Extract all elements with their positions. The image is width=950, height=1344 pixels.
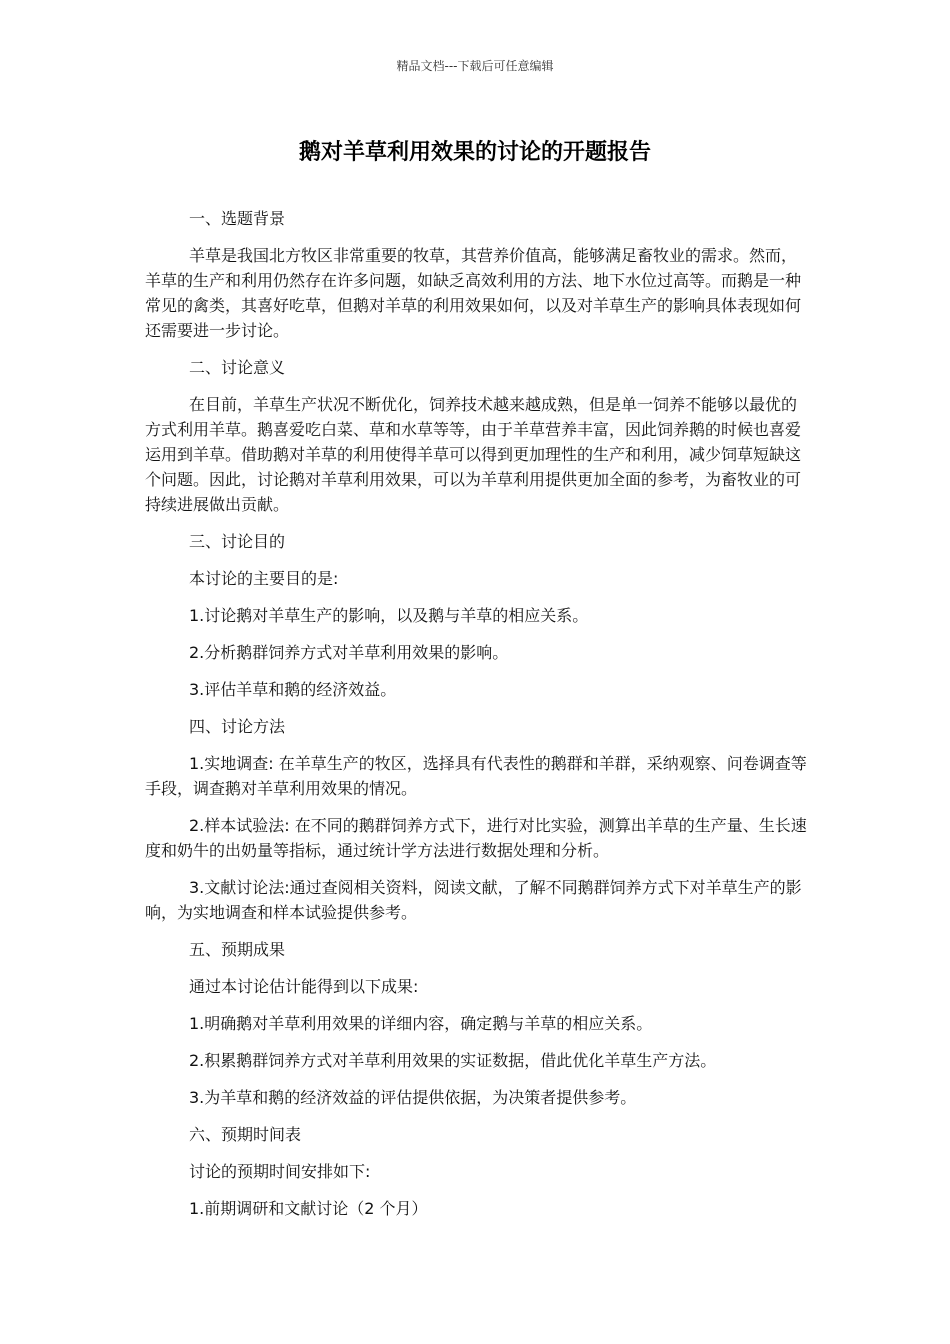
paragraph-outcomes-intro: 通过本讨论估计能得到以下成果: bbox=[189, 977, 419, 996]
purpose-item: 2.分析鹅群饲养方式对羊草利用效果的影响。 bbox=[189, 643, 509, 662]
section-heading-methods: 四、讨论方法 bbox=[189, 717, 286, 736]
outcome-item: 1.明确鹅对羊草利用效果的详细内容，确定鹅与羊草的相应关系。 bbox=[189, 1014, 653, 1033]
paragraph-significance: 在目前，羊草生产状况不断优化，饲养技术越来越成熟，但是单一饲养不能够以最优的方式利用羊草。鹅喜爱吃白菜、草和水草等等，由于羊草营养丰富，因此饲养鹅的时候也喜爱运用到羊草。借助鹅对羊草的利用使得羊草可以得到更加理性的生产和利用，减少饲草短缺这个问题。因此，讨论鹅对羊草利用效果，可以为羊草利用提供更加全面的参考，为畜牧业的可持续进展做出贡献。 bbox=[145, 395, 802, 514]
section-heading-outcomes: 五、预期成果 bbox=[189, 940, 286, 959]
section-heading-purpose: 三、讨论目的 bbox=[189, 532, 286, 551]
section-heading-significance: 二、讨论意义 bbox=[189, 358, 286, 377]
method-item: 1.实地调查: 在羊草生产的牧区，选择具有代表性的鹅群和羊群，采纳观察、问卷调查等手段，调查鹅对羊草利用效果的情况。 bbox=[145, 754, 807, 798]
timeline-item: 1.前期调研和文献讨论（2 个月） bbox=[189, 1199, 428, 1218]
method-item: 3.文献讨论法:通过查阅相关资料，阅读文献，了解不同鹅群饲养方式下对羊草生产的影响，为实地调查和样本试验提供参考。 bbox=[145, 878, 802, 922]
outcome-item: 2.积累鹅群饲养方式对羊草利用效果的实证数据，借此优化羊草生产方法。 bbox=[189, 1051, 717, 1070]
method-item: 2.样本试验法: 在不同的鹅群饲养方式下，进行对比实验，测算出羊草的生产量、生长速度和奶牛的出奶量等指标，通过统计学方法进行数据处理和分析。 bbox=[145, 816, 807, 860]
purpose-item: 3.评估羊草和鹅的经济效益。 bbox=[189, 680, 397, 699]
paragraph-purpose-intro: 本讨论的主要目的是: bbox=[189, 569, 339, 588]
section-heading-timeline: 六、预期时间表 bbox=[189, 1125, 302, 1144]
section-heading-background: 一、选题背景 bbox=[189, 209, 286, 228]
paragraph-background: 羊草是我国北方牧区非常重要的牧草，其营养价值高，能够满足畜牧业的需求。然而，羊草的生产和利用仍然存在许多问题，如缺乏高效利用的方法、地下水位过高等。而鹅是一种常见的禽类，其喜好吃草，但鹅对羊草的利用效果如何，以及对羊草生产的影响具体表现如何还需要进一步讨论。 bbox=[145, 246, 802, 340]
page-header: 精品文档---下载后可任意编辑 bbox=[396, 59, 554, 73]
outcome-item: 3.为羊草和鹅的经济效益的评估提供依据，为决策者提供参考。 bbox=[189, 1088, 637, 1107]
purpose-item: 1.讨论鹅对羊草生产的影响，以及鹅与羊草的相应关系。 bbox=[189, 606, 589, 625]
document-title: 鹅对羊草利用效果的讨论的开题报告 bbox=[298, 140, 651, 165]
paragraph-timeline-intro: 讨论的预期时间安排如下: bbox=[189, 1162, 371, 1181]
document-body bbox=[145, 206, 810, 1233]
